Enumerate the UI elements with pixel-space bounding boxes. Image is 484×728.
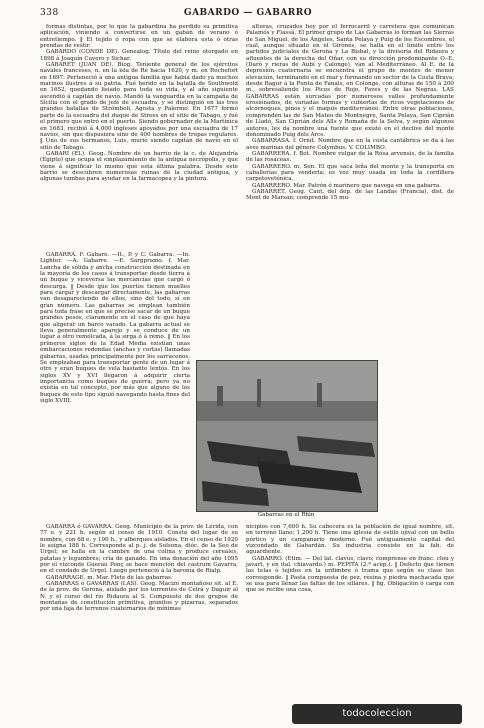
- entry-text: formas distintas, por lo que la gabardina ha perdido su primitiva aplicación, viniendo á convertirse en un gabán de verano ó entretiempo. ‖ El tejido ó ropa con que se elabora esta ó otras prendas de vestir.: [40, 24, 238, 50]
- right-column: [246, 24, 454, 202]
- illustration-gabarras: [196, 360, 378, 512]
- running-title: GABARDO — GABARRO: [183, 8, 313, 18]
- entry-gabarra-gavarra: GABARRA ó GAVARRA. Geog. Municipio de la prov. de Lérida, con 77 e. y 221 h. según el censo de 1910. Consta del lugar de su nombre, con 68 e. y 190 h., y alberques aislados. En el censo de 1920 le asigna 188 h. Corresponde al p. j. de Solsona, dióc. de la Seo de Urgel; se halla en la cumbre de una colina y produce cereales, patatas y legumbres; cría de ganado. En una donación del año 1095 por el vizconde Guerau Ponç se hace mención del castrum Gavarra, en el condado de Urgel. Luego perteneció á la baronía de Rialp.: [40, 524, 238, 575]
- entry-gabarra-block: [40, 252, 190, 404]
- river-barges-photo: [197, 361, 377, 511]
- figure-caption: Gabarras en el Rhin: [257, 512, 315, 518]
- entry-gabarrero-1: GABARRERO. m. Sen. El que saca leña del monte y la transporta en caballerías para venderla; es voz muy usada en toda la cordillera carpetovetónica.: [246, 163, 454, 183]
- entry-gabarrera: GABARRERA. f. Bot. Nombre vulgar de la Rosa arvensis, de la familia de las rosáceas.: [246, 150, 454, 164]
- entry-gabarro: GABARRO. (Etim. — Del lat. clavus, clavo; comprense en franc. clou y javart, y en ital. chiavardo.) m. PEPITA (2.ª acep.). ‖ Defecto que tienen las telas ó tejidos en la urdimbre ó trama que según su clase les corresponde. ‖ Pasta compuesta de pez, resina y piedra machacada que se usa para llenar las faltas de los sillares. ‖ fig. Obligación ó carga con que se recibe una cosa,: [246, 555, 454, 594]
- entry-gabarrasa: GABARRASA. f. Ornit. Nombre que en la costa cantábrica se da á las aves marinas del género Colymbus. V. COLIMBO.: [246, 138, 454, 151]
- entry-gabarras-gavarras: GABARRAS ó GAVARRAS (LAS). Geog. Macizo montañoso sit. al E. de la prov. de Gerona, aislado por los torrentes de Celrá y Daguir al N. y el curso del río Ridaura al S. Compuesto de dos grupos de montañas de constitución primitiva, granitos y pizarras, separados por una faja de terrenos cuaternarios de mínimas: [40, 581, 238, 613]
- page-number: 338: [40, 8, 59, 18]
- entry-gabaret-juan: GABARET (JUAN DE). Biog. Teniente general de los ejércitos navales franceses, n. en la isla de Ré hacia 1620, y m. en Rochefort en 1697. Perteneció á una antigua familia que había dado ya muchos marinos ilustres á su patria. Fué herido en la batalla de Southwold en 1652, quedando lisiado para toda su vida, y al año siguiente ascendió á capitán de navío. Mandó la vanguardia en la campaña de Sicilia con el grado de jefe de escuadra, y se distinguió en las tres grandes batallas de Strómboli, Agosta y Palermo. En 1677 formó parte de la escuadra del duque de Strees en el sitio de Tabago, y fué el primero que entró en el puerto. Siendo gobernador de la Martinica en 1683, recibió á 4,000 ingleses apoyados por una escuadra de 17 navíos, sin que dispusiera sino de 400 hombres de tropas regulares. ‖ Uno de sus hermanos, Luis, murió siendo capitán de navío en el sitio de Tabago.: [40, 62, 238, 151]
- left-lower-block: [40, 524, 238, 613]
- right-lower-block: [246, 524, 454, 594]
- watermark-badge: todocoleccion: [292, 704, 462, 724]
- page-header: [40, 8, 456, 22]
- entry-gabarra: GABARRA. F. Gabare. —It., P. y C. Gabarra. —In. Lighter. —A. Gabarre. —E. Sargpramo. f. Mar. Lancha de sólida y ancha construcción destinada en la mayoría de los casos á transportar desde tierra á un buque y viceversa las mercancías que cargó ó descarga. ‖ Desde que los puertos tienen muelles para cargar y descargar directamente, las gabarras van desapareciendo de ellos, sino del todo, sí en gran número. Las gabarras se emplean también para toda frase en que se precise sacar de un buque grandes pesos, claramente en el caso de que haya que aligerar un barco varado. La gabarra actual se lleva generalmente aparejo y se conduce de un lugar á otro remolcada, á la sirga ó á remo. ‖ En los primeros siglos de la Edad Media existían unas embarcaciones redondas (anchas y cortas) llamadas gabarras, usadas principalmente por los sarracenos. Se empleaban para transportar gente de un lugar á otro y eran buques de vela bastante lentos. En los siglos XV y XVI llegaron á adquirir cierta importancia como buques de guerra; pero ya no existía en tal concepto, por más que alguno de los buques de este tipo siguió navegando hasta fines del siglo XVIII.: [40, 252, 190, 404]
- left-column: [40, 24, 238, 183]
- entry-gabari: GABARI (EL). Geog. Nombre de un barrio de la c. de Alejandría (Egipto) que ocupa el emplazamiento de la antigua necrópolis, y que viene á significar lo mismo que esta última palabra. Desde este barrio se descubren numerosas ruinas de la ciudad antigua, y algunas tumbas para ayudar en la farmacopea y la pintura.: [40, 150, 238, 183]
- entry-gabarret-cont: nicipios con 7,600 h. Su cabecera es la población de igual nombre, sit. en terreno llano; 1,200 h. Tiene una iglesia de estilo ojival con un bello pórtico y un campanario moderno. Fué antiguamente capital del vizcondado de Gabardán. Su industria consiste en la fab. de aguardiente.: [246, 524, 454, 556]
- entry-gabarrage: GABARRAGE. m. Mar. Flete de las gabarras.: [46, 574, 173, 581]
- entry-gabardo: GABARDO (CONDE DE). Genealog. Título del reino otorgado en 1898 á Joaquín Cavero y Sichar.: [40, 49, 238, 62]
- entry-gabarras-cont: alturas, cruzados hoy por el ferrocarril y carretera que comunican Palamós y Flassá. El primer grupo de Las Gabarras lo forman las Sierras de San Miguel, de los Ángeles, Santa Pelaya y Puig de les Escombres, el cual, aunque situado en el Gironés, se halla en el límite entre los partidos judiciales de Gerona y La Bisbal, y la divisoria del Ridaura y afluentes de la derecha del Oñar, con su dirección predominante O.-E. (Daró y rieras de Aubí y Calonge), van al Mediterráneo. Al E. de la depresión cuaternaria se encuentra el grupo de montes de menor elevación, terminando en el mar y formando un sector de la Costa Brava, desde Bagur á la Punta de Fanals, en Colonge, con alturas de 150 á 200 m., sobresaliendo los Picos de Rojo, Faves y de las Negras. LAS GABARRAS están surcadas por numerosos valles profundamente erosionados, de variadas formas y cubiertas de ricos vegetaciones de alcornoques, pinos y el maquis mediterráneo. Entre otras poblaciones, comprenden las de San Mateo de Montnegre, Santa Pelaya, San Ciprián de Lladó, San Ciprián dels Alls y Romaña de la Selva, y según algunos autores, les da nombre una fuente que existe en el declive del monte denominado Puig dels Arcs.: [246, 24, 454, 138]
- entry-gabarret: GABARRET. Geog. Cant. del dep. de las Landas (Francia), dist. de Mont de Marsan; comprende 15 mu-: [246, 188, 454, 202]
- entry-gabarrero-2: GABARRERO. Mar. Patrón ó marinero que navega en una gabarra.: [252, 182, 442, 189]
